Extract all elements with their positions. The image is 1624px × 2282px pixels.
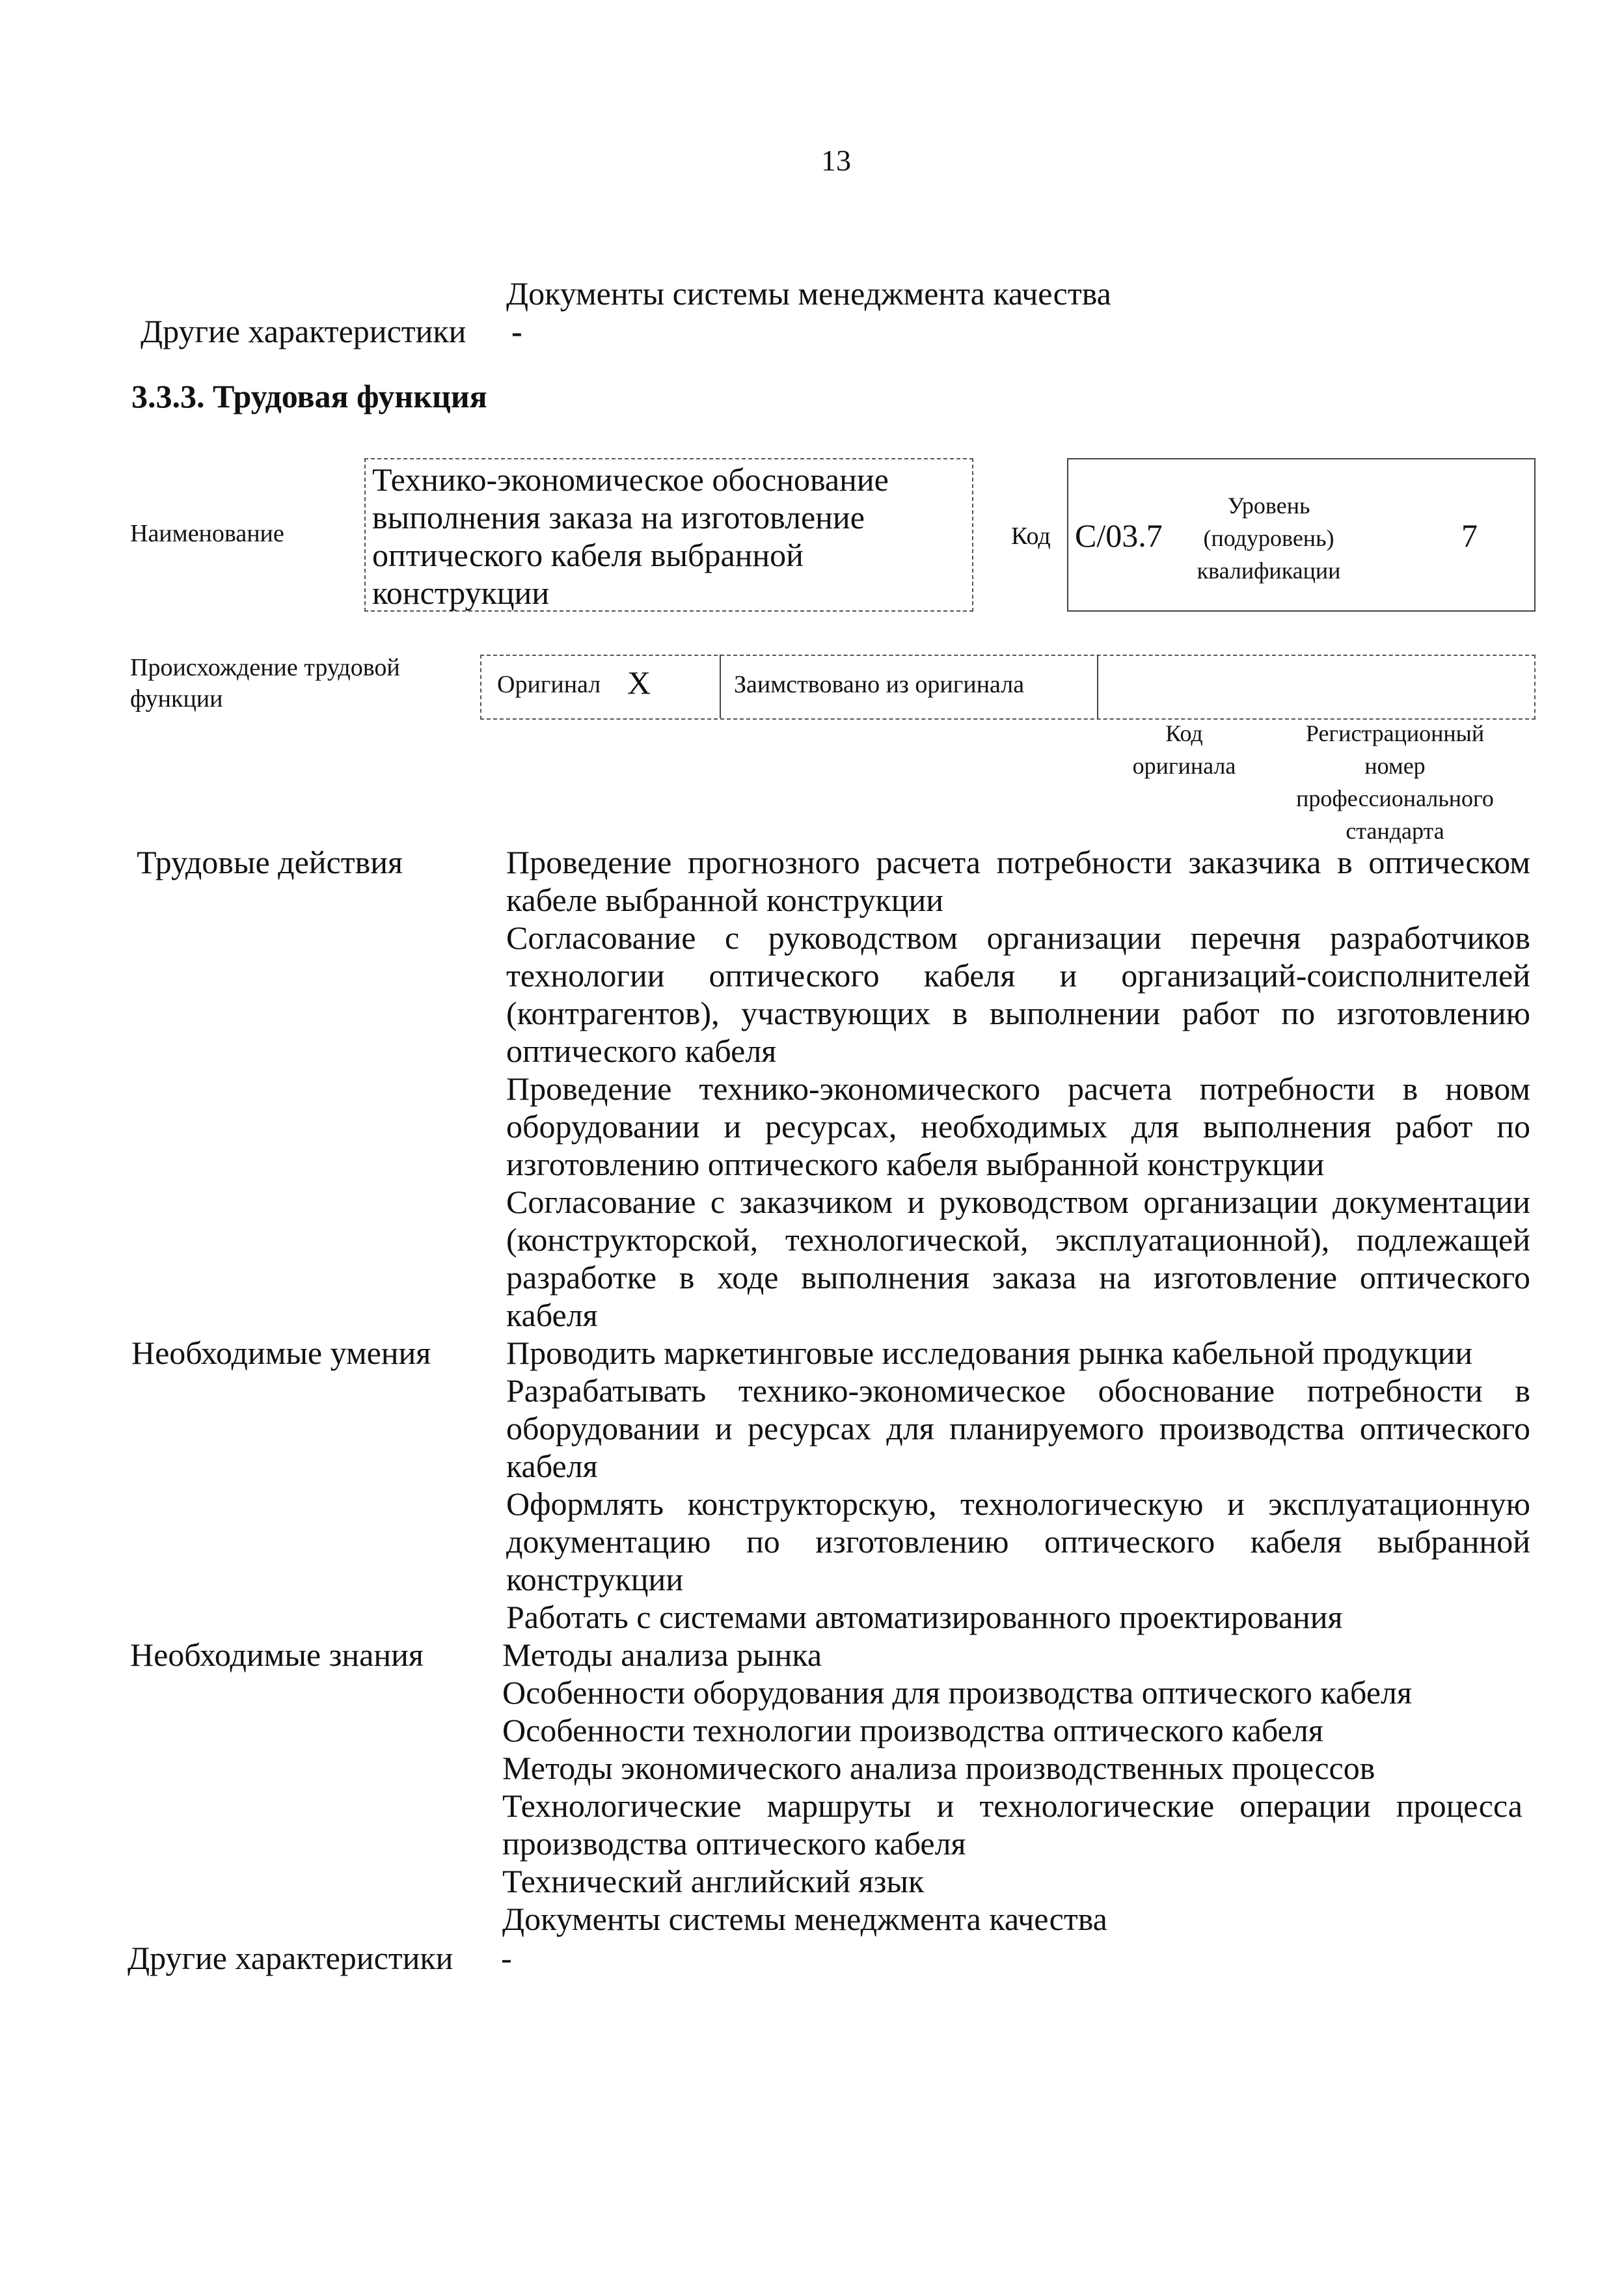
labor-action-line: технологии оптического кабеля и организаций-соисполнителей xyxy=(506,957,1530,994)
function-name-line: конструкции xyxy=(372,575,550,611)
labor-action-line: (конструкторской, технологической, эксплуатационной), подлежащей xyxy=(506,1221,1530,1258)
knowledge-line: Технический английский язык xyxy=(502,1863,925,1899)
skill-line: конструкции xyxy=(506,1561,684,1597)
labor-action-line: кабеле выбранной конструкции xyxy=(506,882,944,918)
other-characteristics-value: - xyxy=(501,1940,512,1976)
labor-action-line: изготовлению оптического кабеля выбранной конструкции xyxy=(506,1146,1325,1182)
origin-divider xyxy=(1097,655,1098,718)
previous-knowledge-item: Документы системы менеджмента качества xyxy=(506,275,1111,312)
labor-action-line: Согласование с руководством организации перечня разработчиков xyxy=(506,919,1530,956)
origin-label xyxy=(130,652,400,714)
qualification-level-label-line: Уровень xyxy=(1227,493,1310,519)
qualification-level-label xyxy=(1184,489,1353,587)
qualification-level-label-line: (подуровень) xyxy=(1203,525,1334,551)
skill-line: Оформлять конструкторскую, технологическую и эксплуатационную xyxy=(506,1486,1530,1522)
origin-divider xyxy=(720,655,721,718)
other-characteristics-label-top: Другие характеристики xyxy=(141,313,467,349)
name-label: Наименование xyxy=(130,520,284,547)
labor-action-line: оборудовании и ресурсах, необходимых для выполнения работ по xyxy=(506,1108,1530,1145)
labor-action-line: (контрагентов), участвующих в выполнении работ по изготовлению xyxy=(506,995,1530,1031)
qualification-level-label-line: квалификации xyxy=(1197,558,1341,584)
knowledge-line: Документы системы менеджмента качества xyxy=(502,1901,1107,1937)
knowledge-line: Методы экономического анализа производственных процессов xyxy=(502,1750,1375,1786)
labor-actions-label: Трудовые действия xyxy=(137,844,403,880)
code-label: Код xyxy=(1011,523,1051,550)
labor-action-line: кабеля xyxy=(506,1297,598,1333)
registration-number-caption-line: стандарта xyxy=(1346,818,1444,844)
knowledge-line: производства оптического кабеля xyxy=(502,1825,966,1862)
skill-line: кабеля xyxy=(506,1448,598,1484)
page-number: 13 xyxy=(821,144,851,177)
skill-line: документацию по изготовлению оптического кабеля выбранной xyxy=(506,1523,1530,1560)
labor-action-line: разработке в ходе выполнения заказа на изготовление оптического xyxy=(506,1259,1530,1296)
registration-number-caption-line: номер xyxy=(1364,753,1426,779)
knowledge-line: Особенности технологии производства оптического кабеля xyxy=(502,1712,1323,1748)
knowledge-line: Технологические маршруты и технологические операции процесса xyxy=(502,1787,1522,1824)
original-label: Оригинал xyxy=(497,671,601,698)
skill-line: оборудовании и ресурсах для планируемого производства оптического xyxy=(506,1410,1530,1447)
labor-action-line: Проведение прогнозного расчета потребности заказчика в оптическом xyxy=(506,844,1530,880)
code-value: С/03.7 xyxy=(1075,517,1163,554)
other-characteristics-label: Другие характеристики xyxy=(128,1940,453,1976)
qualification-level-value: 7 xyxy=(1461,517,1478,554)
code-original-caption-line: Код xyxy=(1165,720,1203,746)
knowledge-line: Методы анализа рынка xyxy=(502,1637,822,1673)
function-name-line: Технико-экономическое обоснование xyxy=(372,461,889,498)
original-mark: X xyxy=(627,664,651,701)
skill-line: Разрабатывать технико-экономическое обоснование потребности в xyxy=(506,1372,1530,1409)
origin-label-line: Происхождение трудовой xyxy=(130,654,400,681)
required-knowledge-label: Необходимые знания xyxy=(130,1637,424,1673)
other-characteristics-value-top: - xyxy=(511,313,522,349)
function-name-line: оптического кабеля выбранной xyxy=(372,537,804,573)
labor-action-line: оптического кабеля xyxy=(506,1033,777,1069)
skill-line: Проводить маркетинговые исследования рынка кабельной продукции xyxy=(506,1335,1473,1371)
section-title: 3.3.3. Трудовая функция xyxy=(131,378,487,414)
function-name-line: выполнения заказа на изготовление xyxy=(372,499,865,536)
borrowed-label: Заимствовано из оригинала xyxy=(734,671,1025,698)
registration-number-caption xyxy=(1265,717,1525,847)
required-skills-label: Необходимые умения xyxy=(131,1335,431,1371)
knowledge-line: Особенности оборудования для производства оптического кабеля xyxy=(502,1674,1412,1711)
function-name xyxy=(372,461,889,612)
code-original-caption-line: оригинала xyxy=(1132,753,1236,779)
labor-action-line: Проведение технико-экономического расчета потребности в новом xyxy=(506,1070,1530,1107)
code-original-caption xyxy=(1106,717,1262,782)
registration-number-caption-line: Регистрационный xyxy=(1305,720,1485,746)
registration-number-caption-line: профессионального xyxy=(1296,785,1494,811)
origin-label-line: функции xyxy=(130,685,223,713)
skill-line: Работать с системами автоматизированного проектирования xyxy=(506,1599,1343,1635)
labor-action-line: Согласование с заказчиком и руководством организации документации xyxy=(506,1184,1530,1220)
